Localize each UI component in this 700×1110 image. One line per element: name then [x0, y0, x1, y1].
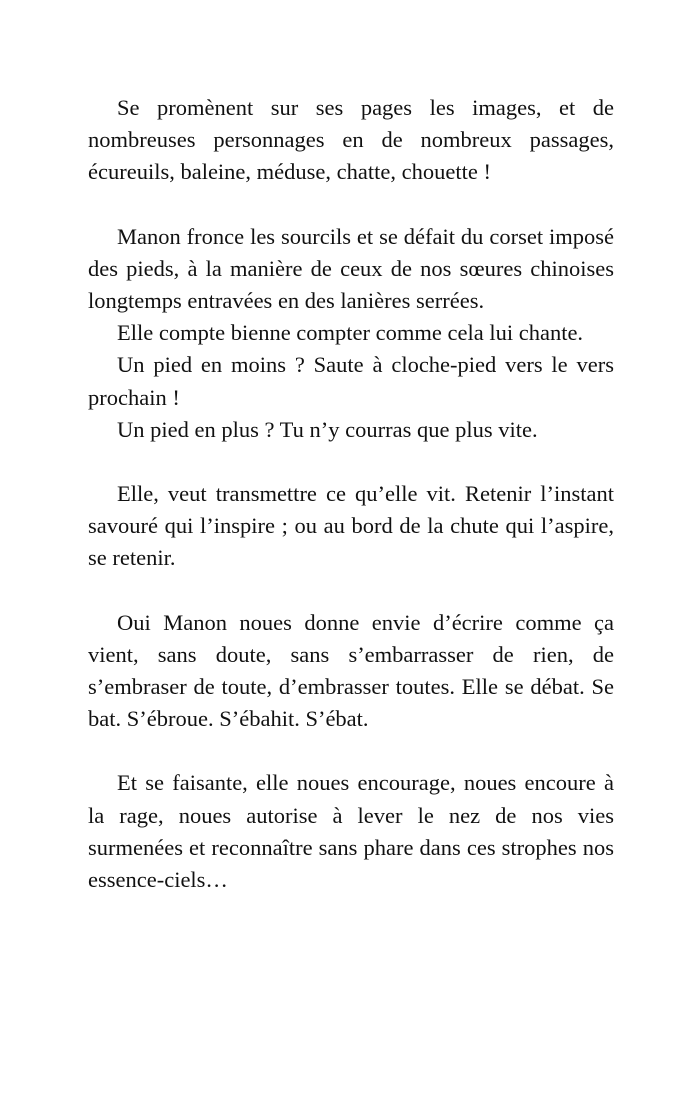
paragraph: Un pied en plus ? Tu n’y courras que plus vite. — [117, 416, 538, 442]
paragraph: Oui Manon noues donne envie d’écrire comme ça vient, sans doute, sans s’embarrasser de rien, de s’embraser de toute, d’embrasser toutes. Elle se débat. Se bat. S’ébroue. S’ébahit. S’ébat. — [88, 609, 614, 732]
paragraph: Et se faisante, elle noues encourage, noues encoure à la rage, noues autorise à lever le nez de nos vies surmenées et reconnaître sans phare dans ces strophes nos essence-ciels… — [88, 770, 614, 893]
paragraph: Manon fronce les sourcils et se défait du corset imposé des pieds, à la manière de ceux de nos sœures chinoises longtemps entravées en des lanières serrées. — [88, 223, 614, 314]
paragraph: Un pied en moins ? Saute à cloche-pied vers le vers prochain ! — [88, 352, 614, 410]
page-body — [88, 92, 614, 896]
paragraph: Elle compte bienne compter comme cela lui chante. — [117, 320, 584, 346]
paragraph: Se promènent sur ses pages les images, et de nombreuses personnages en de nombreux passages, écureuils, baleine, méduse, chatte, chouette ! — [88, 95, 614, 185]
paragraph: Elle, veut transmettre ce qu’elle vit. Retenir l’instant savouré qui l’inspire ; ou au bord de la chute qui l’aspire, se retenir. — [88, 481, 614, 571]
